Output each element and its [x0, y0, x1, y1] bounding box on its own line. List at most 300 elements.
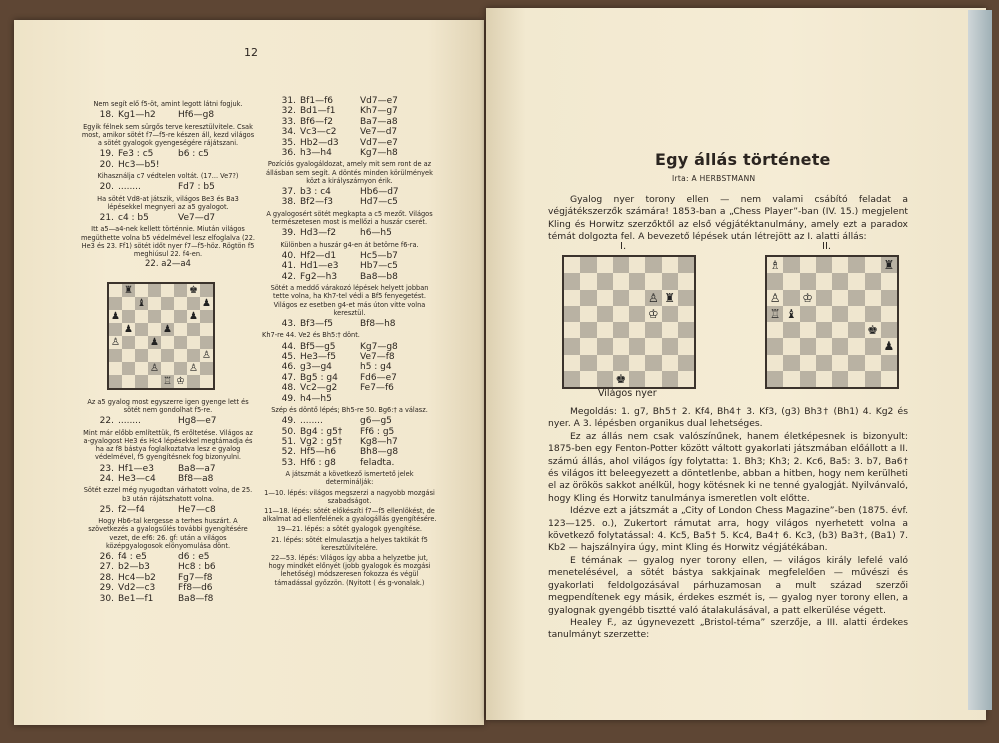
black-move: Vd7—e7: [360, 137, 398, 148]
move-row: [262, 127, 437, 137]
board-square: [613, 273, 629, 289]
board-square: [678, 257, 694, 273]
board-square: [800, 257, 816, 273]
move-row: [262, 394, 437, 404]
white-move: Bf3—f5: [300, 318, 333, 329]
chess-piece-icon: ♟: [163, 324, 172, 335]
board-square: [783, 371, 799, 387]
black-move: b6 : c5: [178, 149, 209, 160]
chess-piece-icon: ♟: [202, 298, 211, 309]
board-square: [767, 273, 783, 289]
board-square: [629, 306, 645, 322]
move-number: 42.: [281, 271, 296, 282]
annotation-text: Itt a5—a4-nek kellett történnie. Miután világos megüthette volna b5 védelmével lesz elfoglalva (22. He3 és 23. Ff1) sötét időt nyer f7—f5-höz. Rögtön f5 meghiúsul 22. f4-en.: [80, 225, 256, 259]
white-move: He3—f5: [300, 351, 336, 362]
move-number: 45.: [281, 351, 296, 362]
board-square: [200, 323, 213, 336]
white-move: Hd1—e3: [300, 261, 339, 272]
chessboard-diagram-small: [107, 282, 215, 390]
chess-piece-icon: ♔: [647, 306, 659, 321]
board-square: [865, 371, 881, 387]
move-number: 20.: [99, 159, 114, 170]
white-move: Vd2—c3: [118, 583, 156, 594]
board-square: [848, 273, 864, 289]
article-author: Irta: A HERBSTMANN: [672, 174, 756, 183]
board-square: [187, 310, 200, 323]
board-square: [767, 322, 783, 338]
move-heading: 22. a2—a4: [145, 259, 191, 270]
move-row: [262, 437, 437, 447]
move-number: 24.: [99, 474, 114, 485]
board-square: [613, 322, 629, 338]
board-square: [816, 322, 832, 338]
white-move: Vg2 : g5†: [300, 436, 343, 447]
board-square: [613, 371, 629, 387]
move-number: 29.: [99, 583, 114, 594]
board-square: [597, 290, 613, 306]
move-number: 43.: [281, 318, 296, 329]
move-row: [262, 416, 437, 426]
board-square: [564, 355, 580, 371]
paragraph: Idézve ezt a játszmát a „City of London Chess Magazine”-ben (1875. évf. 123—125. o.), Zukertort rámutat arra, hogy világos nyerhetett volna a következő folytatással: 4. Kc5, Ba5† 5. Kc4, Ba4† 6. Kc3, (b3) Ba3†, (Ba1) 7. Kb2 — hajszálnyira úgy, mint Kling és Horwitz végjátékában.: [548, 505, 908, 554]
board-square: [800, 273, 816, 289]
white-move: ........: [300, 416, 323, 427]
board-square: [187, 349, 200, 362]
chessboard-diagram-1: [562, 255, 696, 389]
board-square: [800, 322, 816, 338]
chess-piece-icon: ♙: [150, 363, 159, 374]
chess-piece-icon: ♟: [111, 311, 120, 322]
white-move: Hf5—h6: [300, 447, 337, 458]
board-square: [767, 290, 783, 306]
move-row: [80, 160, 256, 170]
left-column-1-continued: [80, 396, 256, 604]
white-move: Hf2—d1: [300, 250, 337, 261]
board-square: [174, 375, 187, 388]
board-square: [865, 322, 881, 338]
board-square: [629, 371, 645, 387]
board-square: [800, 290, 816, 306]
board-square: [148, 336, 161, 349]
white-move: f4 : e5: [118, 552, 147, 563]
move-number: 36.: [281, 148, 296, 159]
board-square: [848, 338, 864, 354]
board-square: [161, 336, 174, 349]
board-square: [148, 323, 161, 336]
move-row: [80, 149, 256, 159]
board-square: [767, 371, 783, 387]
chess-piece-icon: ♟: [124, 324, 133, 335]
black-move: Ff8—d6: [178, 583, 213, 594]
move-row: [80, 474, 256, 484]
board-square: [848, 355, 864, 371]
white-move: g3—g4: [300, 362, 332, 373]
chess-piece-icon: ♖: [163, 376, 172, 387]
board-square: [816, 273, 832, 289]
board-square: [564, 338, 580, 354]
board-square: [122, 310, 135, 323]
move-row: [262, 362, 437, 372]
article-body: [548, 406, 908, 642]
board-square: [174, 297, 187, 310]
black-move: He7—c8: [178, 504, 216, 515]
board-square: [678, 306, 694, 322]
black-move: Hc8 : b6: [178, 562, 216, 573]
annotation-text: Egyik félnek sem sürgős terve keresztülvitele. Csak most, amikor sötét f7—f5-re készen áll, kezd világos a sötét gyalogok gyengeségére rájátszani.: [81, 122, 255, 148]
board-square: [161, 362, 174, 375]
board-square: [816, 355, 832, 371]
move-number: 46.: [281, 362, 296, 373]
move-number: 52.: [281, 447, 296, 458]
board-square: [881, 371, 897, 387]
board-square: [122, 349, 135, 362]
board-square: [881, 257, 897, 273]
white-move: Bg4 : g5†: [300, 426, 343, 437]
chess-piece-icon: ♝: [137, 298, 146, 309]
board-square: [865, 355, 881, 371]
annotation-text: Nem segít elő f5-öt, amint legott látni fogjuk.: [93, 100, 243, 108]
move-row: [262, 106, 437, 116]
board-square: [645, 306, 661, 322]
board-square: [187, 323, 200, 336]
white-move: He3—c4: [118, 474, 156, 485]
black-move: feladta.: [360, 457, 395, 468]
black-move: Fd6—e7: [360, 372, 397, 383]
board-square: [580, 338, 596, 354]
board-square: [848, 322, 864, 338]
move-number: 47.: [281, 372, 296, 383]
chess-piece-icon: ♖: [769, 306, 781, 321]
board-square: [109, 336, 122, 349]
article-intro: Gyalog nyer torony ellen — nem valami csábító feladat a végjátékszerzők számára! 1853-ban a „Chess Player”-ban (IV. 15.) megjelent Kling és Horwitz szerzőktől az első végjátéktanulmány, amely ezt a paradox témát dolgozta fel. A bevezető lépések után létrejött az I. alatti állás:: [548, 194, 908, 243]
board-square: [161, 375, 174, 388]
move-number: 38.: [281, 197, 296, 208]
left-column-2: [262, 96, 437, 589]
move-row: [262, 228, 437, 238]
board-square: [783, 290, 799, 306]
board-square: [564, 306, 580, 322]
move-number: 23.: [99, 463, 114, 474]
move-number: 37.: [281, 187, 296, 198]
annotation-text: 21. lépés: sötét elmulasztja a helyes taktikát f5 keresztülvitelére.: [271, 535, 428, 552]
board-square: [135, 284, 148, 297]
board-square: [816, 257, 832, 273]
black-move: Fg7—f8: [178, 572, 213, 583]
move-row: [262, 319, 437, 329]
white-move: Hf1—e3: [118, 463, 154, 474]
board-square: [865, 290, 881, 306]
move-row: [80, 464, 256, 474]
annotation-text: Szép és döntő lépés; Bh5-re 50. Bg6:† a válasz.: [271, 405, 428, 414]
board-square: [597, 355, 613, 371]
black-move: Hc5—b7: [360, 250, 398, 261]
board-square: [848, 306, 864, 322]
white-move: Vc2—g2: [300, 383, 338, 394]
move-row: [80, 213, 256, 223]
move-row: [262, 458, 437, 468]
diagram-label-2: II.: [822, 241, 832, 252]
board-square: [832, 273, 848, 289]
annotation-text: Az a5 gyalog most egyszerre igen gyenge lett és sötét nem gondolhat f5-re.: [87, 398, 249, 415]
annotation-text: 1—10. lépés: világos megszerzi a nagyobb mozgási szabadságot.: [264, 488, 435, 505]
board-square: [832, 371, 848, 387]
move-row: [80, 182, 256, 192]
board-square: [645, 290, 661, 306]
chess-piece-icon: ♟: [189, 311, 198, 322]
board-square: [122, 284, 135, 297]
chess-piece-icon: ♚: [867, 323, 878, 338]
chess-piece-icon: ♙: [189, 363, 198, 374]
board-square: [832, 355, 848, 371]
board-square: [122, 362, 135, 375]
paragraph: Healey F., az úgynevezett „Bristol-téma” szerzője, a III. alatti érdekes tanulmányt szerzette:: [548, 616, 908, 641]
annotation-text: Hogy Hb6-tal kergesse a terhes huszárt. A szövetkezés a gyalogsűlés további gyengítésére vezet, de ef6: 26. gf: után a világos középgyalogosok elönyomulása dönt.: [88, 517, 248, 550]
white-move: b3 : c4: [300, 187, 331, 198]
board-square: [174, 336, 187, 349]
chess-piece-icon: ♗: [769, 258, 781, 273]
board-square: [678, 371, 694, 387]
black-move: Bh8—g8: [360, 447, 399, 458]
board-square: [597, 322, 613, 338]
board-square: [187, 362, 200, 375]
chess-piece-icon: ♟: [883, 339, 895, 354]
board-square: [662, 322, 678, 338]
move-number: 53.: [281, 457, 296, 468]
move-number: 31.: [281, 96, 296, 106]
board-square: [135, 310, 148, 323]
board-square: [174, 349, 187, 362]
board-square: [783, 273, 799, 289]
board-square: [148, 310, 161, 323]
black-move: Kg7—g8: [360, 341, 398, 352]
annotation-text: Mint már előbb említettük, f5 erőltetése. Világos az a-gyalogost He3 és Hc4 lépésekkel megtámadja és ha az f8 bástya foglalkoztatva lesz e gyalog védelmével, f5 gyengítésnek fog bizonyulni.: [83, 428, 253, 462]
board-square: [662, 371, 678, 387]
annotation-text: Sötét a meddő várakozó lépések helyett jobban tette volna, ha Kh7-tel védi a Bf5 fenyegetést. Világos ez esetben g4-et más úton vitte volna keresztül.: [270, 284, 429, 317]
move-number: 40.: [281, 250, 296, 261]
board-square: [109, 284, 122, 297]
chess-piece-icon: ♜: [664, 290, 675, 305]
chess-piece-icon: ♜: [124, 285, 133, 296]
annotation-text: Különben a huszár g4-en át betörne f6-ra.: [280, 240, 419, 249]
annotation-text: Pozíciós gyalogáldozat, amely mit sem ront de az állásban sem segít. A döntés minden körülmények közt a királyszárnyon érik.: [266, 160, 433, 185]
move-number: 28.: [99, 572, 114, 583]
chess-piece-icon: ♝: [785, 306, 797, 321]
board-square: [148, 297, 161, 310]
board-square: [865, 306, 881, 322]
black-move: Kg8—h7: [360, 436, 398, 447]
annotation-text: Kihasználja c7 védtelen voltát. (17... Ve7?): [97, 172, 239, 181]
black-move: Ba8—a7: [178, 463, 216, 474]
white-move: h3—h4: [300, 148, 332, 159]
board-square: [645, 273, 661, 289]
page-number: 12: [244, 46, 258, 59]
chess-piece-icon: ♚: [189, 285, 198, 296]
annotation-text: 11—18. lépés: sötét előkészíti f7—f5 ellenlökést, de alkalmat ad ellenfelének a gyalogállás gyengítésére.: [262, 507, 437, 524]
board-square: [678, 355, 694, 371]
board-square: [881, 273, 897, 289]
paragraph: Megoldás: 1. g7, Bh5† 2. Kf4, Bh4† 3. Kf3, (g3) Bh3† (Bh1) 4. Kg2 és nyer. A 3. lépésben organikus dual lehetséges.: [548, 406, 908, 430]
annotation-text: 19—21. lépés: a sötét gyalogok gyengítése.: [276, 525, 423, 534]
move-number: 26.: [99, 552, 114, 563]
board-square: [109, 310, 122, 323]
move-row: [262, 427, 437, 437]
white-move: Bf1—f6: [300, 96, 333, 106]
board-square: [580, 290, 596, 306]
board-square: [200, 362, 213, 375]
board-square: [613, 355, 629, 371]
white-move: Vc3—c2: [300, 127, 337, 138]
board-square: [881, 322, 897, 338]
black-move: Hd7—c5: [360, 197, 398, 208]
board-square: [187, 375, 200, 388]
board-square: [122, 297, 135, 310]
board-square: [613, 338, 629, 354]
board-square: [629, 355, 645, 371]
board-square: [832, 290, 848, 306]
board-square: [135, 336, 148, 349]
black-move: [178, 160, 238, 170]
board-square: [865, 273, 881, 289]
chess-piece-icon: ♙: [202, 350, 211, 361]
move-number: 18.: [99, 110, 114, 121]
board-square: [678, 273, 694, 289]
move-row: [262, 342, 437, 352]
board-square: [662, 290, 678, 306]
move-row: [262, 383, 437, 393]
board-square: [816, 290, 832, 306]
diagram-caption: Világos nyer: [598, 388, 657, 399]
board-square: [564, 322, 580, 338]
white-move: c4 : b5: [118, 213, 149, 224]
board-square: [161, 297, 174, 310]
paragraph: E témának — gyalog nyer torony ellen, — világos király lefelé való menetelésével, a sötét bástya sakkjainak megfelelően — művészi és gyakorlati feldolgozásával párhuzamosan a mult század szerzői megpendítenek egy másik, érdekes eszmét is, — gyalog nyer torony ellen, a gyalognak gyengébb tisztté való átalakulásával, a patt elkerülése végett.: [548, 554, 908, 616]
move-row: [262, 148, 437, 158]
board-square: [800, 338, 816, 354]
board-square: [881, 355, 897, 371]
board-square: [122, 323, 135, 336]
black-move: Ba8—f8: [178, 593, 214, 604]
white-move: Fg2—h3: [300, 271, 338, 282]
chess-piece-icon: ♚: [615, 371, 627, 386]
board-square: [174, 362, 187, 375]
black-move: Ve7—f8: [360, 351, 395, 362]
board-square: [161, 284, 174, 297]
board-square: [767, 257, 783, 273]
board-square: [564, 371, 580, 387]
board-square: [645, 371, 661, 387]
board-square: [645, 322, 661, 338]
board-square: [580, 306, 596, 322]
black-move: Ve7—d7: [360, 127, 398, 138]
board-square: [200, 284, 213, 297]
white-move: Bf5—g5: [300, 341, 336, 352]
black-move: Kg7—h8: [360, 148, 398, 159]
black-move: Bf8—h8: [360, 318, 396, 329]
black-move: Ff6 : g5: [360, 426, 395, 437]
move-row: [262, 447, 437, 457]
board-square: [597, 306, 613, 322]
move-row: [80, 594, 256, 604]
board-square: [881, 338, 897, 354]
annotation-text: A gyalogosért sötét megkapta a c5 mezőt. Világos természetesen most is mellőzi a huszár cserét.: [266, 209, 433, 227]
board-square: [800, 355, 816, 371]
annotation-text: Kh7-re 44. Ve2 és Bh5:† dönt.: [262, 331, 360, 340]
move-row: [262, 272, 437, 282]
white-move: Bf6—f2: [300, 116, 333, 127]
page-edge: [968, 10, 992, 710]
board-square: [662, 338, 678, 354]
board-square: [848, 257, 864, 273]
board-square: [580, 273, 596, 289]
board-square: [816, 306, 832, 322]
chessboard-diagram-2: [765, 255, 899, 389]
white-move: Bf2—f3: [300, 197, 333, 208]
move-number: 21.: [99, 213, 114, 224]
board-square: [580, 355, 596, 371]
board-square: [629, 257, 645, 273]
move-number: 19.: [99, 149, 114, 160]
move-number: 30.: [99, 593, 114, 604]
board-square: [200, 349, 213, 362]
black-move: Ba8—b8: [360, 271, 398, 282]
board-square: [816, 371, 832, 387]
black-move: g6—g5: [360, 416, 392, 427]
board-square: [174, 323, 187, 336]
board-square: [597, 257, 613, 273]
board-square: [122, 336, 135, 349]
board-square: [148, 375, 161, 388]
board-square: [783, 257, 799, 273]
white-move: Fe3 : c5: [118, 149, 154, 160]
board-square: [832, 306, 848, 322]
board-square: [135, 297, 148, 310]
board-square: [597, 371, 613, 387]
board-square: [865, 338, 881, 354]
board-square: [629, 273, 645, 289]
black-move: Fe7—f6: [360, 383, 394, 394]
white-move: Hf6 : g8: [300, 457, 336, 468]
move-number: 39.: [281, 228, 296, 239]
board-square: [109, 323, 122, 336]
black-move: Bf8—a8: [178, 474, 214, 485]
move-number: 44.: [281, 341, 296, 352]
board-square: [629, 338, 645, 354]
board-square: [848, 371, 864, 387]
move-number: 49.: [281, 416, 296, 427]
white-move: f2—f4: [118, 504, 145, 515]
black-move: h6—h5: [360, 228, 392, 239]
move-row: [262, 96, 437, 106]
board-square: [564, 273, 580, 289]
board-square: [564, 257, 580, 273]
chess-piece-icon: ♔: [802, 290, 813, 305]
board-square: [597, 273, 613, 289]
black-move: Vd7—e7: [360, 96, 398, 106]
board-square: [662, 306, 678, 322]
board-square: [783, 322, 799, 338]
black-move: Hb6—d7: [360, 187, 399, 198]
diagram-label-1: I.: [620, 241, 627, 252]
white-move: Be1—f1: [118, 593, 154, 604]
board-square: [832, 338, 848, 354]
white-move: ........: [118, 182, 141, 193]
move-number: 50.: [281, 426, 296, 437]
board-square: [200, 375, 213, 388]
white-move: ........: [118, 416, 141, 427]
board-square: [800, 306, 816, 322]
board-square: [865, 257, 881, 273]
white-move: h4—h5: [300, 393, 332, 404]
